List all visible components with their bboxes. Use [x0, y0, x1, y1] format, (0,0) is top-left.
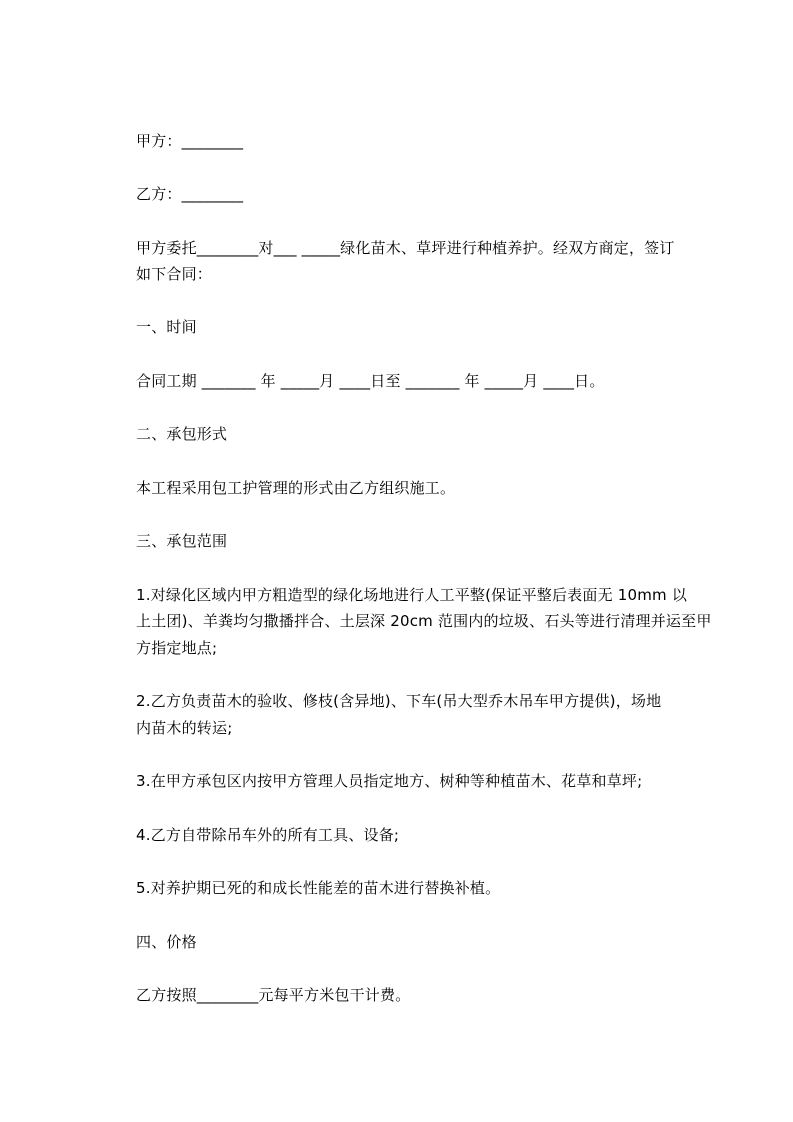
- item-2-line-1: 2.乙方负责苗木的验收、修枝(含异地)、下车(吊大型乔木吊车甲方提供)，场地: [136, 692, 662, 710]
- section-4-title: 四、价格: [136, 933, 197, 951]
- section-4-body: 乙方按照________元每平方米包干计费。: [136, 986, 411, 1004]
- section-2-body: 本工程采用包工护管理的形式由乙方组织施工。: [136, 479, 456, 497]
- section-2-title: 二、承包形式: [136, 425, 228, 443]
- intro-line-1: 甲方委托________对___ _____绿化苗木、草坪进行种植养护。经双方商定，签订: [136, 239, 675, 257]
- section-3-title: 三、承包范围: [136, 532, 228, 550]
- item-1-line-2: 上土团)、羊粪均匀撒播拌合、土层深 20cm 范围内的垃圾、石头等进行清理并运至甲: [136, 612, 712, 630]
- item-3: 3.在甲方承包区内按甲方管理人员指定地方、树种等种植苗木、花草和草坪;: [136, 772, 643, 790]
- party-a-line: 甲方：________: [136, 132, 244, 150]
- item-1-line-1: 1.对绿化区域内甲方粗造型的绿化场地进行人工平整(保证平整后表面无 10mm 以: [136, 586, 688, 604]
- party-b-line: 乙方：________: [136, 185, 244, 203]
- intro-line-2: 如下合同：: [136, 265, 213, 283]
- item-4: 4.乙方自带除吊车外的所有工具、设备;: [136, 826, 400, 844]
- item-2-line-2: 内苗木的转运;: [136, 719, 233, 737]
- section-1-title: 一、时间: [136, 318, 197, 336]
- section-1-body: 合同工期 _______ 年 _____月 ____日至 _______ 年 _____月 ____日。: [136, 372, 605, 390]
- item-1-line-3: 方指定地点;: [136, 639, 218, 657]
- item-5: 5.对养护期已死的和成长性能差的苗木进行替换补植。: [136, 879, 501, 897]
